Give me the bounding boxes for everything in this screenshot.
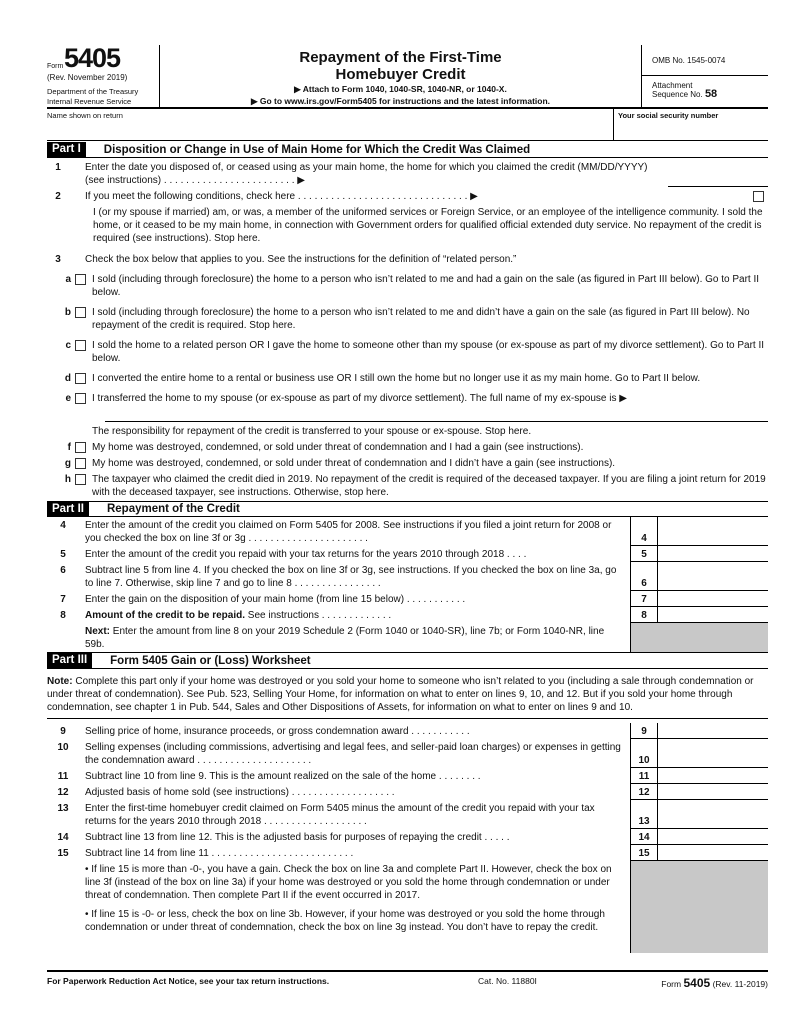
form-5405	[47, 45, 768, 953]
option-text: The taxpayer who claimed the credit died in 2019. No repayment of the credit is required of the deceased taxpayer. If you are filing a joint return for 2019 with the deceased taxpayer, see instructions. Otherwise, stop here.	[92, 474, 766, 498]
amount-field-line-6[interactable]	[657, 562, 768, 591]
cat-number: Cat. No. 11880I	[478, 976, 537, 986]
part3-line-11	[47, 768, 768, 784]
option-text: I sold (including through foreclosure) the home to a person who isn’t related to me and didn’t have a gain on the sale (as figured in Part III below). No repayment of the credit is required. Stop here.	[92, 307, 750, 331]
line-number: 6	[60, 565, 66, 576]
part3-line-13	[47, 800, 768, 829]
part1-line-2-text	[47, 206, 768, 245]
part3-title: Form 5405 Gain or (Loss) Worksheet	[110, 654, 311, 667]
part2-line-5	[47, 546, 768, 562]
form-header	[47, 45, 768, 109]
line-number: 1	[55, 162, 61, 173]
line-text: Subtract line 5 from line 4. If you checked the box on line 3f or 3g, see instructions. If you checked the box on line 3a, go to line 7. Otherwise, skip line 7 and go to line 8 . . . . . . . . . . . . . . . .	[85, 565, 617, 589]
dept: Department of the Treasury	[47, 87, 139, 96]
line-number: 13	[57, 803, 69, 814]
part3-line-9	[47, 723, 768, 739]
option-letter	[47, 425, 75, 438]
amount-field-line-7[interactable]	[657, 591, 768, 607]
part1-line-2	[47, 190, 768, 203]
option-letter: b	[64, 307, 71, 318]
checkbox-3a[interactable]	[75, 274, 86, 285]
line-number: 14	[57, 832, 69, 843]
irs: Internal Revenue Service	[47, 97, 132, 106]
amount-field-line-10[interactable]	[657, 739, 768, 768]
part2-title: Repayment of the Credit	[106, 503, 240, 515]
footer-rev: (Rev. 11-2019)	[712, 979, 768, 989]
note-label: Note:	[47, 676, 73, 687]
line-number	[47, 206, 69, 245]
checkbox-3c[interactable]	[75, 340, 86, 351]
line-number: 3	[55, 254, 61, 265]
box-number: 14	[630, 829, 657, 845]
line-number: 11	[57, 771, 69, 782]
box-number: 8	[630, 607, 657, 623]
line-text: Enter the gain on the disposition of your main home (from line 15 below) . . . . . . . . . . .	[85, 594, 466, 605]
bullet-gain: • If line 15 is more than -0-, you have a gain. Check the box on line 3a and complete Part II. However, check the box on line 3f (instead of the box on line 3a) if your home was destroyed or you sold the home through condemnation or under threat of condemnation. Then complete Part II if the event occurred in 2017.	[85, 864, 612, 901]
part3-line-15	[47, 845, 768, 861]
line-text: Check the box below that applies to you. See the instructions for the definition of “related person.”	[85, 254, 517, 265]
bullet-loss: • If line 15 is -0- or less, check the box on line 3b. However, if your home was destroyed or you sold the home through condemnation or under threat of condemnation, check the box on line 3g instead. You don’t have to repay the credit.	[85, 909, 605, 933]
goto-note: ▶ Go to www.irs.gov/Form5405 for instructions and the latest information.	[250, 96, 551, 106]
part1-line-3	[47, 253, 768, 266]
form-title-2: Homebuyer Credit	[335, 66, 466, 83]
part1-title: Disposition or Change in Use of Main Home for Which the Credit Was Claimed	[103, 143, 531, 156]
omb-number: OMB No. 1545-0074	[642, 45, 768, 76]
part3-line-12	[47, 784, 768, 800]
box-number: 12	[630, 784, 657, 800]
checkbox-3f[interactable]	[75, 442, 86, 453]
form-title: Repayment of the First-Time	[299, 49, 502, 66]
line-text: Subtract line 10 from line 9. This is the amount realized on the sale of the home . . . . . . . .	[85, 771, 481, 782]
ssn-field[interactable]	[613, 109, 768, 140]
line-number: 9	[60, 726, 66, 737]
part3-body	[47, 723, 768, 861]
option-letter: h	[64, 474, 71, 485]
attachment-label: Attachment	[652, 81, 693, 90]
part1-body	[47, 161, 768, 499]
date-field[interactable]	[668, 161, 768, 187]
part1-option-f	[47, 441, 768, 454]
part2-header	[47, 501, 768, 517]
footer-form-number: 5405	[683, 976, 711, 990]
option-letter: d	[64, 373, 71, 384]
option-letter: a	[65, 274, 71, 285]
option-letter: e	[65, 393, 71, 404]
amount-field-line-14[interactable]	[657, 829, 768, 845]
line-number: 7	[60, 594, 66, 605]
line-number: 2	[55, 191, 61, 202]
ex-spouse-name-field[interactable]	[105, 421, 768, 422]
next-label: Next:	[85, 626, 111, 637]
box-number: 4	[630, 517, 657, 546]
line-text: Adjusted basis of home sold (see instructions) . . . . . . . . . . . . . . . . . . .	[85, 787, 395, 798]
name-label: Name shown on return	[47, 111, 123, 120]
amount-field-line-15[interactable]	[657, 845, 768, 861]
option-letter: g	[64, 458, 71, 469]
checkbox-3e[interactable]	[75, 393, 86, 404]
option-letter: c	[65, 340, 71, 351]
amount-field-line-13[interactable]	[657, 800, 768, 829]
form-number: 5405	[64, 43, 121, 73]
line-number: 10	[57, 742, 69, 753]
line-text: If you meet the following conditions, check here . . . . . . . . . . . . . . . . . . . . . . . . . . . . . . . ▶	[85, 191, 478, 202]
option-text: I converted the entire home to a rental or business use OR I still own the home but no longer use it as my main home. Go to Part II below.	[92, 373, 701, 384]
footer	[47, 970, 768, 990]
amount-field-line-4[interactable]	[657, 517, 768, 546]
box-number: 13	[630, 800, 657, 829]
part1-label: Part I	[47, 142, 86, 157]
attach-note: ▶ Attach to Form 1040, 1040-SR, 1040-NR, or 1040-X.	[294, 84, 507, 94]
ssn-label: Your social security number	[618, 111, 719, 120]
part2-body	[47, 517, 768, 623]
option-text: The responsibility for repayment of the credit is transferred to your spouse or ex-spouse. Stop here.	[92, 426, 532, 437]
line-text: Selling price of home, insurance proceeds, or gross condemnation award . . . . . . . . . . .	[85, 726, 470, 737]
option-letter: f	[67, 442, 71, 453]
checkbox-3d[interactable]	[75, 373, 86, 384]
form-label: Form	[47, 63, 64, 70]
revision: (Rev. November 2019)	[47, 73, 128, 82]
part2-line-6	[47, 562, 768, 591]
shaded-area	[630, 623, 768, 652]
part1-option-note	[47, 425, 768, 438]
shaded-area	[630, 861, 768, 953]
line-text: Selling expenses (including commissions, advertising and legal fees, and seller-paid loan charges) or expenses in getting the condemnation award . . . . . . . . . . . . . . . . . . . . .	[85, 742, 621, 766]
box-number: 10	[630, 739, 657, 768]
box-number: 7	[630, 591, 657, 607]
line-text: Enter the amount of the credit you claimed on Form 5405 for 2008. See instructions if you filed a joint return for 2008 or you checked the box on line 3f or 3g . . . . . . . . . . . . . . . . . . . . . .	[85, 520, 612, 544]
part1-line-1	[47, 161, 768, 187]
part3-line-10	[47, 739, 768, 768]
box-number: 15	[630, 845, 657, 861]
part1-option-d	[47, 372, 768, 385]
part2-label: Part II	[47, 502, 89, 517]
line-text: Enter the first-time homebuyer credit claimed on Form 5405 minus the amount of the credit you repaid with your tax returns for the years 2010 through 2018 . . . . . . . . . . . . . . . . . . .	[85, 803, 595, 827]
box-number: 6	[630, 562, 657, 591]
checkbox-line-2[interactable]	[753, 191, 764, 202]
part1-option-b	[47, 306, 768, 332]
option-text: My home was destroyed, condemned, or sold under threat of condemnation and I didn’t have a gain (see instructions).	[92, 458, 616, 469]
sequence-label: Sequence No.	[652, 90, 703, 99]
checkbox-3b[interactable]	[75, 307, 86, 318]
part3-header	[47, 653, 768, 669]
checkbox-3h[interactable]	[75, 474, 86, 485]
part1-option-c	[47, 339, 768, 365]
next-text: Enter the amount from line 8 on your 2019 Schedule 2 (Form 1040 or 1040-SR), line 7b; or Form 1040-NR, line 59b.	[85, 626, 605, 650]
option-text: I transferred the home to my spouse (or ex-spouse as part of my divorce settlement). The full name of my ex-spouse is ▶	[92, 393, 627, 404]
name-field[interactable]	[47, 109, 613, 140]
checkbox-3g[interactable]	[75, 458, 86, 469]
line-text: Subtract line 14 from line 11 . . . . . . . . . . . . . . . . . . . . . . . . . .	[85, 848, 354, 859]
part1-option-a	[47, 273, 768, 299]
amount-field-line-9[interactable]	[657, 723, 768, 739]
part1-option-g	[47, 457, 768, 470]
note-text: Complete this part only if your home was destroyed or you sold your home to someone who isn’t related to you (including a sale through condemnation or under threat of condemnation). See Pub. 523, Selling Your Home, for information on what to enter on lines 9, 10, and 12. But if you sold your home through condemnation, see chapter 1 in Pub. 544, Sales and Other Dispositions of Assets, for information on what to enter on lines 9 and 10.	[47, 676, 754, 713]
part3-note	[47, 669, 768, 719]
box-number: 11	[630, 768, 657, 784]
sequence-number: 58	[704, 88, 718, 100]
footer-form-label: Form	[661, 979, 682, 989]
option-text: I sold the home to a related person OR I gave the home to someone other than my spouse (or ex-spouse as part of my divorce settlement). Go to Part II below.	[92, 340, 765, 364]
paperwork-notice: For Paperwork Reduction Act Notice, see your tax return instructions.	[47, 976, 330, 986]
line-number: 15	[57, 848, 69, 859]
box-number: 9	[630, 723, 657, 739]
option-text: My home was destroyed, condemned, or sold under threat of condemnation and I had a gain (see instructions).	[92, 442, 584, 453]
part1-header	[47, 142, 768, 158]
option-text: I sold (including through foreclosure) the home to a person who isn’t related to me and had a gain on the sale (as figured in Part III below). Go to Part II below.	[92, 274, 760, 298]
line-number: 5	[60, 549, 66, 560]
amount-field-line-5[interactable]	[657, 546, 768, 562]
part2-line-7	[47, 591, 768, 607]
line-text: I (or my spouse if married) am, or was, a member of the uniformed services or Foreign Service, or an employee of the intelligence community. I sold the home, or it ceased to be my main home, in connection with Government orders for qualified official extended duty service. No repayment of the credit is required (see instructions). Stop here.	[93, 207, 763, 244]
line-bold-text: Amount of the credit to be repaid.	[85, 610, 246, 621]
line-text: Enter the date you disposed of, or ceased using as your main home, the home for which you claimed the credit (MM/DD/YYYY) (see instructions) . . . . . . . . . . . . . . . . . . . . . . . . ▶	[85, 162, 648, 186]
line-text: Enter the amount of the credit you repaid with your tax returns for the years 2010 through 2018 . . . .	[85, 549, 527, 560]
line-text: See instructions . . . . . . . . . . . . .	[245, 610, 392, 621]
part3-line-14	[47, 829, 768, 845]
amount-field-line-8[interactable]	[657, 607, 768, 623]
part1-option-h	[47, 473, 768, 499]
line-text: Subtract line 13 from line 12. This is the adjusted basis for purposes of repaying the credit . . . . .	[85, 832, 510, 843]
part3-label: Part III	[47, 653, 92, 668]
line-number: 8	[60, 610, 66, 621]
part2-line-8	[47, 607, 768, 623]
amount-field-line-12[interactable]	[657, 784, 768, 800]
line-number: 4	[60, 520, 66, 531]
part1-option-e	[47, 392, 768, 405]
part2-line-4	[47, 517, 768, 546]
line-number: 12	[57, 787, 69, 798]
box-number: 5	[630, 546, 657, 562]
amount-field-line-11[interactable]	[657, 768, 768, 784]
